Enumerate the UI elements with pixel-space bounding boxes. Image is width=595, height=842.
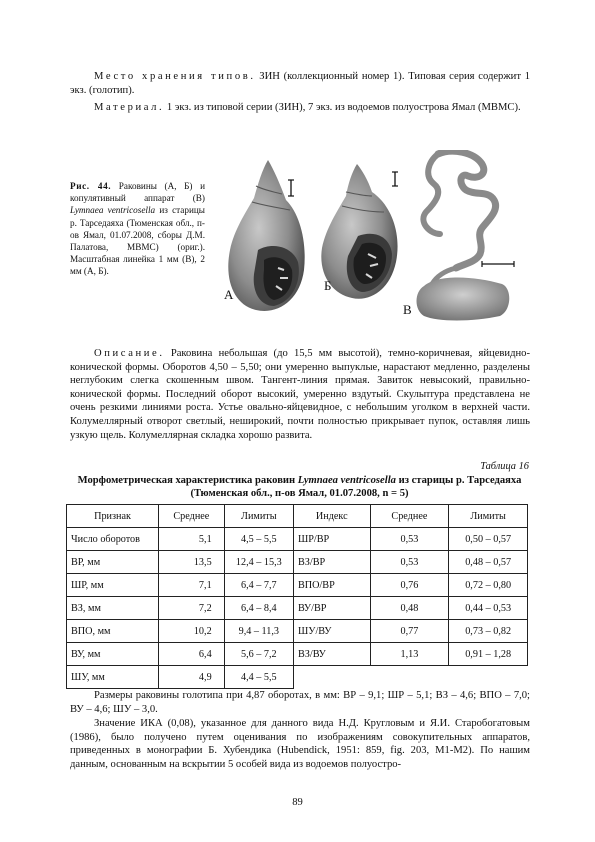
table-cell: ШУ/ВУ	[293, 620, 370, 643]
table-cell: 1,13	[370, 643, 449, 666]
table-header-cell: Признак	[67, 505, 159, 528]
table-cell: 12,4 – 15,3	[224, 551, 293, 574]
table-header-cell: Индекс	[293, 505, 370, 528]
table-cell: 0,91 – 1,28	[449, 643, 528, 666]
table-row	[67, 574, 528, 597]
table-cell: 7,2	[159, 597, 225, 620]
table-cell: ВУ/ВР	[293, 597, 370, 620]
section-lead-material: Материал.	[94, 102, 165, 113]
table-cell: 0,77	[370, 620, 449, 643]
paragraph-holotype-size: Размеры раковины голотипа при 4,87 оборотах, в мм: ВР – 9,1; ШР – 5,1; ВЗ – 4,6; ВПО – 7,0; ВУ – 4,6; ШУ – 3,0.	[70, 690, 530, 715]
caption-species: Lymnaea ventricosella	[70, 205, 156, 216]
table-cell: 6,4 – 7,7	[224, 574, 293, 597]
table-header-cell: Лимиты	[449, 505, 528, 528]
table-cell: ВПО/ВР	[293, 574, 370, 597]
paragraph-ika-value: Значение ИКА (0,08), указанное для данного вида Н.Д. Кругловым и Я.И. Старобогатовым (1986), было получено путем оценивания по изображениям совокупительных аппаратов, приведенных в монографии Б. Хубендика (Hubendick, 1951: 859, fig. 203, M1-M2). По нашим данным, основанным на вскрытии 5 особей вида из водоемов полуостро-	[70, 718, 530, 770]
figure-label-b: Б	[324, 278, 332, 293]
table-cell: 0,50 – 0,57	[449, 528, 528, 551]
section-lead-description: Описание.	[94, 348, 165, 359]
table-cell: ВПО, мм	[67, 620, 159, 643]
table-cell: 5,1	[159, 528, 225, 551]
table-header-cell: Среднее	[370, 505, 449, 528]
table-cell: 4,9	[159, 666, 225, 689]
table-header-cell: Среднее	[159, 505, 225, 528]
figure-label-a: А	[224, 287, 234, 302]
table-cell: 0,76	[370, 574, 449, 597]
table-cell: ВР, мм	[67, 551, 159, 574]
description-text: Раковина небольшая (до 15,5 мм высотой), темно-коричневая, яйцевидно-конической формы. Оборотов 4,50 – 5,50; они умеренно выпуклые, нарастают медленно, разделены неглубоким слегка скошенным швом. Тангент-линия прямая. Завиток невысокий, правильно-конической формы. Последний оборот высокий, умеренно вздутый. Скульптура представлена не очень резкими линиями роста. Устье овально-яйцевидное, с небольшим уголком в верхней части. Колумеллярный отворот светлый, неширокий, почти полностью прикрывает пупок, оставляя лишь узкую щель. Колумеллярная складка хорошо развита.	[70, 348, 530, 441]
table-title-part-2: из старицы р. Тарседаяха (Тюменская обл., п-ов Ямал, 01.07.2008, n = 5)	[190, 475, 522, 499]
table-cell: 0,73 – 0,82	[449, 620, 528, 643]
table-title	[70, 474, 529, 500]
table-cell: ВУ, мм	[67, 643, 159, 666]
table-cell: ВЗ/ВР	[293, 551, 370, 574]
table-cell: 0,48	[370, 597, 449, 620]
table-title-species: Lymnaea ventricosella	[297, 475, 396, 486]
table-cell: Число оборотов	[67, 528, 159, 551]
table-cell: 9,4 – 11,3	[224, 620, 293, 643]
table-row	[67, 528, 528, 551]
page-number: 89	[292, 797, 303, 808]
prostate-organ	[417, 278, 510, 321]
table-cell: ШУ, мм	[67, 666, 159, 689]
table-cell: ВЗ/ВУ	[293, 643, 370, 666]
shell-b	[321, 164, 397, 299]
table-cell: 5,6 – 7,2	[224, 643, 293, 666]
table-cell: 4,4 – 5,5	[224, 666, 293, 689]
table-cell: 13,5	[159, 551, 225, 574]
paragraph-material	[70, 101, 530, 115]
table-label: Таблица 16	[480, 461, 529, 472]
table-cell: 0,72 – 0,80	[449, 574, 528, 597]
section-lead-type-storage: Место хранения типов.	[94, 71, 256, 82]
figure-caption	[70, 180, 205, 278]
type-storage-text: ЗИН (коллекционный номер 1). Типовая серия содержит 1 экз. (голотип).	[70, 71, 530, 96]
table-row	[67, 666, 528, 689]
table-header-cell: Лимиты	[224, 505, 293, 528]
table-cell: 0,53	[370, 551, 449, 574]
figure-caption-lead: Рис. 44.	[70, 181, 112, 191]
table-cell: 0,48 – 0,57	[449, 551, 528, 574]
table-row	[67, 620, 528, 643]
table-cell: ВЗ, мм	[67, 597, 159, 620]
table-row	[67, 643, 528, 666]
table-cell: 0,53	[370, 528, 449, 551]
table-cell-empty	[293, 666, 370, 689]
caption-text-1: Раковины (А, Б) и копулятивный аппарат (В)	[70, 181, 205, 204]
shell-a	[228, 160, 304, 311]
table-row	[67, 597, 528, 620]
figure-label-v: В	[403, 302, 412, 317]
morphometric-table	[66, 504, 528, 689]
figure-44	[212, 150, 542, 325]
paragraph-type-storage	[70, 70, 530, 97]
table-cell: ШР, мм	[67, 574, 159, 597]
caption-text-2: из старицы р. Тарседаяха (Тюменская обл., п-ов Ямал, 01.07.2008, сборы Д.М. Палатова, МВМС) (ориг.). Масштабная линейка 1 мм (В), 2 мм (А, Б).	[70, 205, 205, 277]
table-cell: 4,5 – 5,5	[224, 528, 293, 551]
paragraph-description	[70, 347, 530, 442]
table-row	[67, 551, 528, 574]
table-title-part-1: Морфометрическая характеристика раковин	[77, 475, 298, 486]
table-cell: 6,4 – 8,4	[224, 597, 293, 620]
table-cell: 0,44 – 0,53	[449, 597, 528, 620]
material-text: 1 экз. из типовой серии (ЗИН), 7 экз. из водоемов полуострова Ямал (МВМС).	[164, 102, 521, 113]
table-header-row	[67, 505, 528, 528]
table-cell: 6,4	[159, 643, 225, 666]
figure-illustration	[212, 150, 542, 325]
table-cell: 10,2	[159, 620, 225, 643]
table-cell: ШР/ВР	[293, 528, 370, 551]
table-cell: 7,1	[159, 574, 225, 597]
table-cell-empty	[449, 666, 528, 689]
table-cell-empty	[370, 666, 449, 689]
